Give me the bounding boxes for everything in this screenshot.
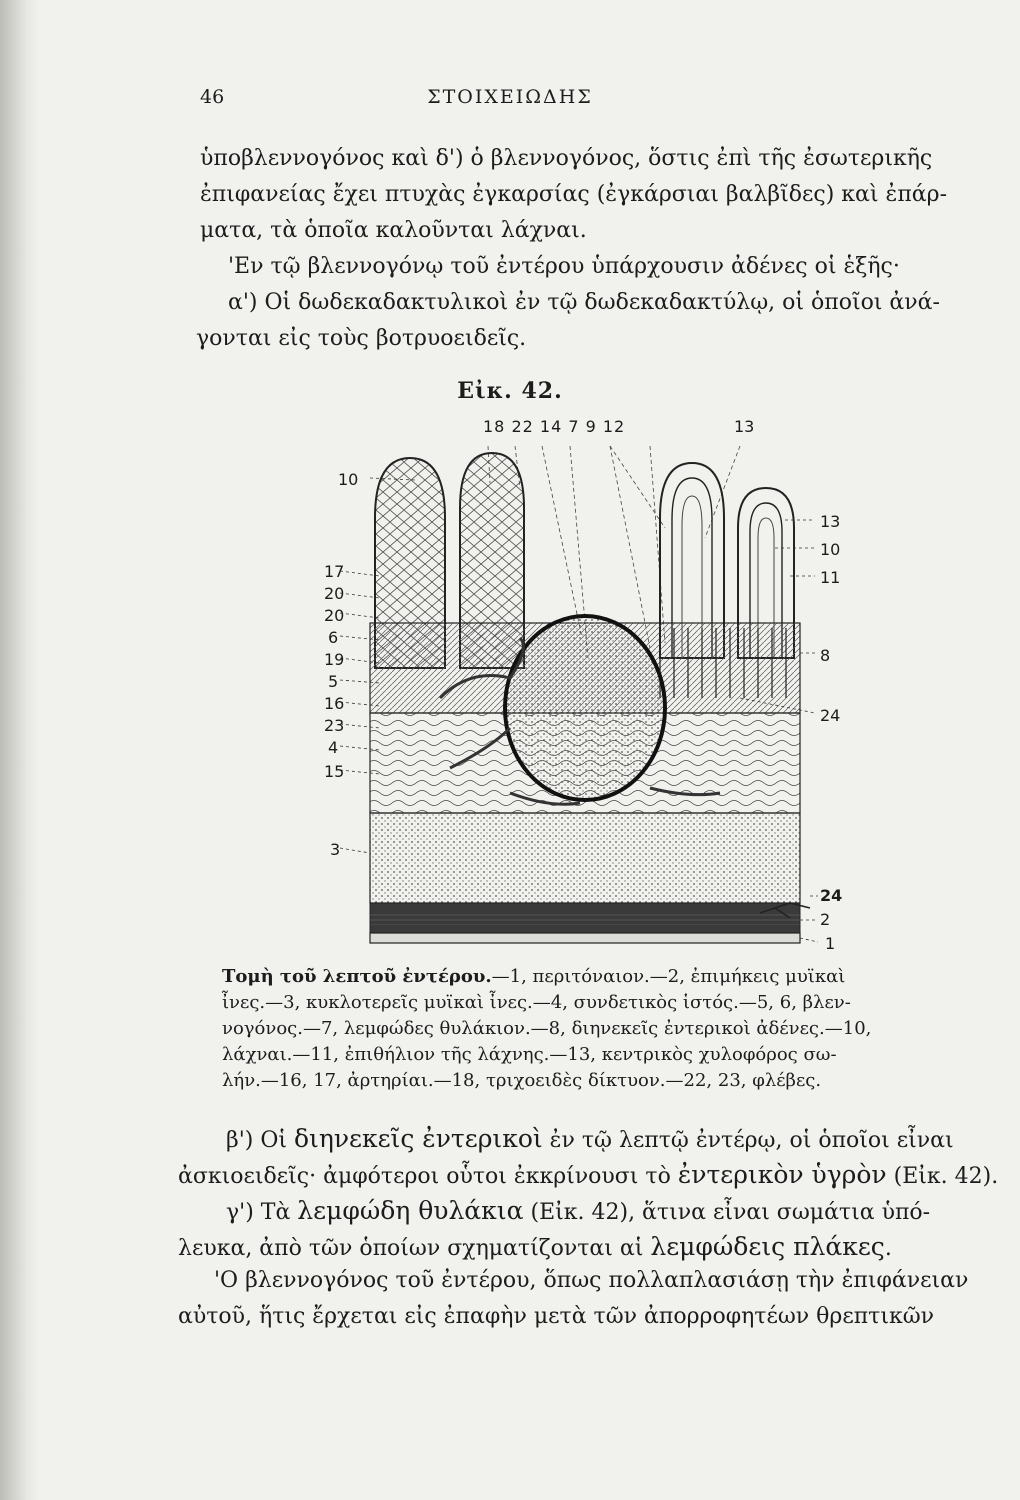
text-line: αὐτοῦ, ἥτις ἔρχεται εἰς ἐπαφὴν μετὰ τῶν ἀπορροφητέων θρεπτικῶν	[178, 1304, 935, 1329]
figure-label-right: 1	[825, 934, 836, 953]
figure-label-left: 4	[328, 738, 339, 757]
figure-label-left: 5	[328, 672, 339, 691]
highlight-term: ἐντερικὸν ὑγρὸν	[677, 1160, 887, 1189]
figure-label-right: 13	[820, 512, 841, 531]
figure-title: Εἰκ. 42.	[457, 378, 563, 404]
figure-label-right: 24	[820, 706, 841, 725]
figure-label-left: 17	[324, 562, 345, 581]
page-shadow	[0, 0, 40, 1500]
figure-label-left: 10	[338, 470, 359, 489]
highlight-term: λεμφώδεις πλάκες	[650, 1232, 885, 1261]
figure-label-left: 19	[324, 650, 345, 669]
text-line	[226, 1124, 954, 1153]
text-line: ἐπιφανείας ἔχει πτυχὰς ἐγκαρσίας (ἐγκάρσιαι βαλβῖδες) καὶ ἐπάρ-	[200, 182, 948, 207]
text-run: ἐν τῷ λεπτῷ ἐντέρῳ, οἱ ὁποῖοι εἶναι	[542, 1128, 954, 1153]
figure-label-right: 11	[820, 568, 841, 587]
caption-lead: Τομὴ τοῦ λεπτοῦ ἐντέρου.	[222, 966, 492, 987]
text-line	[226, 1196, 930, 1225]
figure-label-left: 16	[324, 694, 345, 713]
figure-label-left: 3	[330, 840, 341, 859]
caption-line	[222, 966, 845, 987]
text-line: γονται εἰς τοὺς βοτρυοειδεῖς.	[196, 326, 527, 351]
text-line: 'Εν τῷ βλεννογόνῳ τοῦ ἐντέρου ὑπάρχουσιν ἀδένες οἱ ἑξῆς·	[228, 254, 900, 279]
page-number: 46	[200, 86, 225, 108]
caption-text: —1, περιτόναιον.—2, ἐπιμήκεις μυϊκαὶ	[491, 966, 846, 987]
text-run: (Εἰκ. 42), ἅτινα εἶναι σωμάτια ὑπό-	[523, 1200, 931, 1225]
text-run: β') Οἱ	[226, 1128, 294, 1153]
figure-label-right: 24	[820, 886, 843, 905]
text-line: 'Ο βλεννογόνος τοῦ ἐντέρου, ὅπως πολλαπλασιάσῃ τὴν ἐπιφάνειαν	[214, 1268, 969, 1293]
running-title: ΣΤΟΙΧΕΙΩΔΗΣ	[427, 86, 593, 108]
text-run: γ') Τὰ	[226, 1200, 298, 1225]
figure-illustration	[320, 408, 860, 968]
figure-label-left: 6	[328, 628, 339, 647]
figure-label-right: 8	[820, 646, 831, 665]
figure-top-labels: 18 22 14 7 9 12	[483, 417, 626, 436]
text-line: α') Οἱ δωδεκαδακτυλικοὶ ἐν τῷ δωδεκαδακτύλῳ, οἱ ὁποῖοι ἀνά-	[228, 290, 940, 315]
figure-intestine-section	[320, 408, 860, 968]
caption-line: νογόνος.—7, λεμφώδες θυλάκιον.—8, διηνεκεῖς ἐντερικοὶ ἀδένες.—10,	[222, 1018, 872, 1039]
page-header	[0, 86, 1020, 116]
figure-label-left: 23	[324, 716, 345, 735]
caption-line: λήν.—16, 17, ἀρτηρίαι.—18, τριχοειδὲς δίκτυον.—22, 23, φλέβες.	[222, 1070, 822, 1091]
caption-line: λάχναι.—11, ἐπιθήλιον τῆς λάχνης.—13, κεντρικὸς χυλοφόρος σω-	[222, 1044, 837, 1065]
text-run: λευκα, ἀπὸ τῶν ὁποίων σχηματίζονται αἱ	[178, 1236, 651, 1261]
figure-label-right: 2	[820, 910, 831, 929]
text-line	[178, 1232, 892, 1261]
text-run: ἀσκιοειδεῖς· ἀμφότεροι οὗτοι ἐκκρίνουσι τὸ	[178, 1164, 678, 1189]
caption-line: ἶνες.—3, κυκλοτερεῖς μυϊκαὶ ἶνες.—4, συνδετικὸς ἱστός.—5, 6, βλεν-	[222, 992, 851, 1013]
text-line	[178, 1160, 998, 1189]
text-run: (Εἰκ. 42).	[886, 1164, 999, 1189]
text-line: ὑποβλεννογόνος καὶ δ') ὁ βλεννογόνος, ὅστις ἐπὶ τῆς ἐσωτερικῆς	[200, 146, 933, 171]
text-line: ματα, τὰ ὁποῖα καλοῦνται λάχναι.	[200, 218, 587, 243]
figure-top-label-right: 13	[734, 417, 755, 436]
text-run: .	[884, 1236, 892, 1261]
highlight-term: λεμφώδη θυλάκια	[297, 1196, 524, 1225]
figure-label-right: 10	[820, 540, 841, 559]
figure-label-left: 20	[324, 584, 345, 603]
highlight-term: διηνεκεῖς ἐντερικοὶ	[294, 1124, 543, 1153]
figure-label-left: 20	[324, 606, 345, 625]
figure-label-left: 15	[324, 762, 345, 781]
